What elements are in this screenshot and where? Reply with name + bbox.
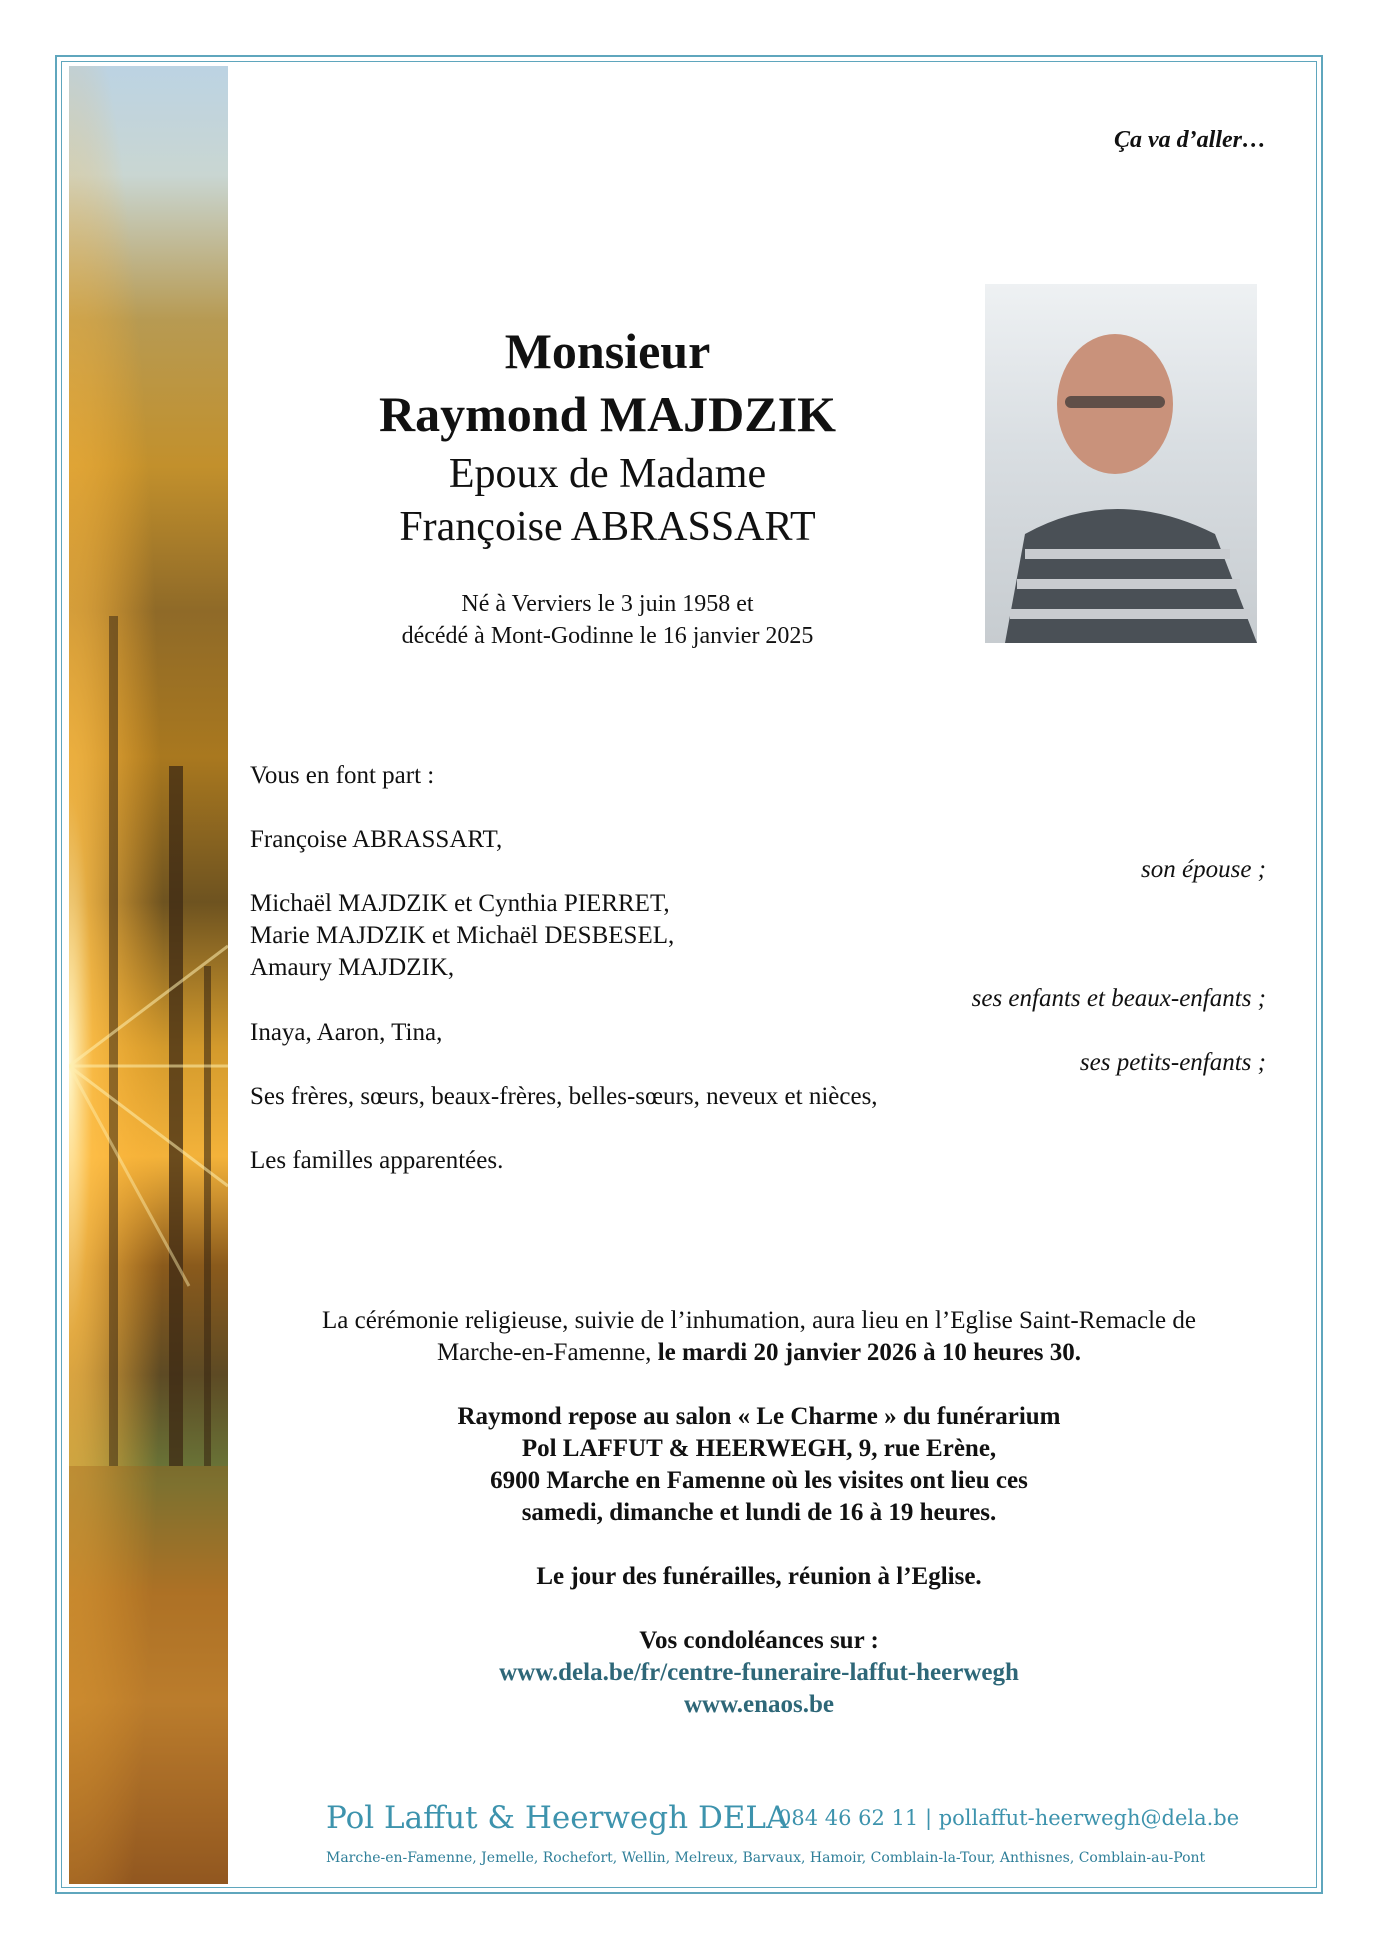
- funeral-home-locations: Marche-en-Famenne, Jemelle, Rochefort, Wellin, Melreux, Barvaux, Hamoir, Comblain-la-Tour, Anthisnes, Comblain-au-Pont: [326, 1850, 1206, 1866]
- visitation-line: Raymond repose au salon « Le Charme » du funérarium: [457, 1403, 1061, 1430]
- relation-spouse: son épouse ;: [1141, 856, 1266, 883]
- visitation-line: Pol LAFFUT & HEERWEGH, 9, rue Erène,: [521, 1435, 997, 1462]
- spouse-line-1: Epoux de Madame: [448, 451, 767, 497]
- child-line: Michaël MAJDZIK et Cynthia PIERRET,: [250, 890, 670, 917]
- family-children: [250, 888, 674, 984]
- funeral-day-note: Le jour des funérailles, réunion à l’Eglise.: [536, 1563, 982, 1590]
- deceased-title: Monsieur: [504, 323, 711, 379]
- family-spouse: Françoise ABRASSART,: [250, 826, 503, 853]
- ceremony-place: Marche-en-Famenne,: [436, 1339, 658, 1366]
- spouse-line-2: Françoise ABRASSART: [399, 504, 816, 550]
- ceremony-date: le mardi 20 janvier 2026 à 10 heures 30.: [657, 1339, 1082, 1366]
- ceremony-info: [250, 1305, 1268, 1369]
- family-grandchildren: Inaya, Aaron, Tina,: [250, 1019, 443, 1046]
- relation-children: ses enfants et beaux-enfants ;: [971, 985, 1266, 1012]
- condolences-label: Vos condoléances sur :: [639, 1627, 879, 1654]
- visitation-line: samedi, dimanche et lundi de 16 à 19 heures.: [521, 1499, 997, 1526]
- announcement-intro: Vous en font part :: [250, 762, 435, 789]
- condolences-link-dela[interactable]: www.dela.be/fr/centre-funeraire-laffut-heerwegh: [499, 1659, 1019, 1686]
- deceased-portrait: [985, 284, 1257, 643]
- birth-death-dates: [250, 588, 965, 652]
- tagline: Ça va d’aller…: [1114, 127, 1266, 153]
- child-line: Amaury MAJDZIK,: [250, 954, 455, 981]
- funeral-home-logo: Pol Laffut & Heerwegh DELA: [326, 1800, 789, 1836]
- funeral-home-contact: 084 46 62 11 | pollaffut-heerwegh@dela.be: [778, 1806, 1240, 1830]
- family-siblings: Ses frères, sœurs, beaux-frères, belles-sœurs, neveux et nièces,: [250, 1083, 878, 1110]
- ceremony-line-1: La cérémonie religieuse, suivie de l’inhumation, aura lieu en l’Eglise Saint-Remacle de: [322, 1307, 1196, 1334]
- condolences-link-enaos[interactable]: www.enaos.be: [683, 1691, 834, 1718]
- family-relatives: Les familles apparentées.: [250, 1147, 504, 1174]
- child-line: Marie MAJDZIK et Michaël DESBESEL,: [250, 922, 675, 949]
- visitation-info: [250, 1401, 1268, 1529]
- condolences-block: [250, 1625, 1268, 1721]
- death-line: décédé à Mont-Godinne le 16 janvier 2025: [401, 623, 814, 649]
- ceremony-line-2: [250, 1337, 1268, 1369]
- deceased-name: Raymond MAJDZIK: [379, 386, 836, 442]
- birth-line: Né à Verviers le 3 juin 1958 et: [461, 591, 754, 617]
- relation-grandchildren: ses petits-enfants ;: [1079, 1049, 1266, 1076]
- autumn-forest-image: [69, 66, 228, 1884]
- visitation-line: 6900 Marche en Famenne où les visites ont lieu ces: [490, 1467, 1028, 1494]
